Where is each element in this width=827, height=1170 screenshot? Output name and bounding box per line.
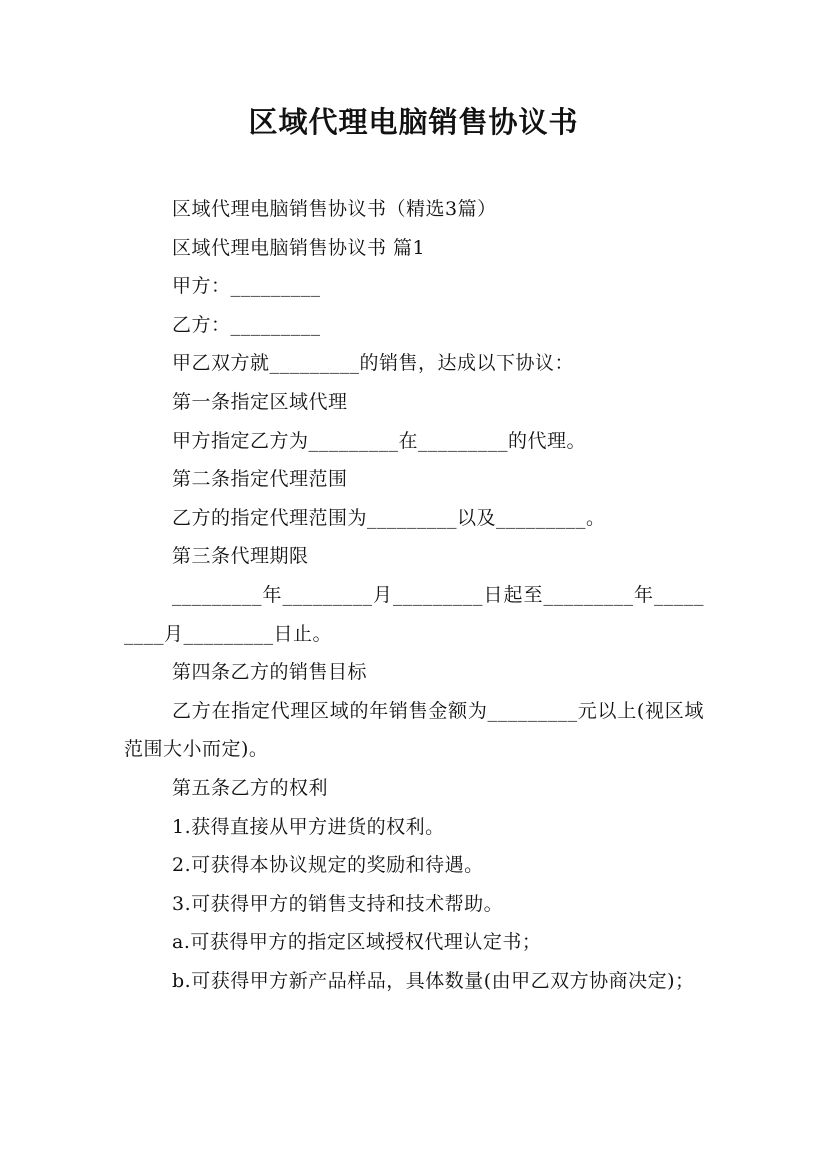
right-subitem-b: b.可获得甲方新产品样品，具体数量(由甲乙双方协商决定)； bbox=[172, 969, 695, 992]
agreement-intro: 甲乙双方就_________的销售，达成以下协议： bbox=[172, 352, 575, 375]
article-1-heading: 第一条指定区域代理 bbox=[172, 390, 348, 413]
subtitle-line: 区域代理电脑销售协议书（精选3篇） bbox=[172, 198, 497, 220]
party-a-line: 甲方：_________ bbox=[172, 275, 321, 298]
article-3-heading: 第三条代理期限 bbox=[172, 545, 309, 568]
document-title: 区域代理电脑销售协议书 bbox=[248, 105, 579, 139]
right-subitem-a: a.可获得甲方的指定区域授权代理认定书； bbox=[172, 931, 542, 954]
right-item-3: 3.可获得甲方的销售支持和技术帮助。 bbox=[172, 892, 504, 915]
section-heading-1: 区域代理电脑销售协议书 篇1 bbox=[172, 236, 426, 259]
article-4-heading: 第四条乙方的销售目标 bbox=[172, 661, 368, 684]
party-b-line: 乙方：_________ bbox=[172, 313, 321, 336]
article-1-text: 甲方指定乙方为_________在_________的代理。 bbox=[172, 429, 587, 452]
article-5-heading: 第五条乙方的权利 bbox=[172, 776, 329, 799]
article-3-text: _________年_________月_________日起至_________年_________月_________日止。 bbox=[124, 583, 704, 645]
article-2-heading: 第二条指定代理范围 bbox=[172, 468, 348, 491]
article-2-text: 乙方的指定代理范围为_________以及_________。 bbox=[172, 506, 606, 529]
right-item-1: 1.获得直接从甲方进货的权利。 bbox=[172, 815, 445, 838]
article-4-text: 乙方在指定代理区域的年销售金额为_________元以上(视区域范围大小而定)。 bbox=[124, 699, 704, 761]
right-item-2: 2.可获得本协议规定的奖励和待遇。 bbox=[172, 854, 484, 877]
document-body bbox=[124, 190, 704, 1000]
